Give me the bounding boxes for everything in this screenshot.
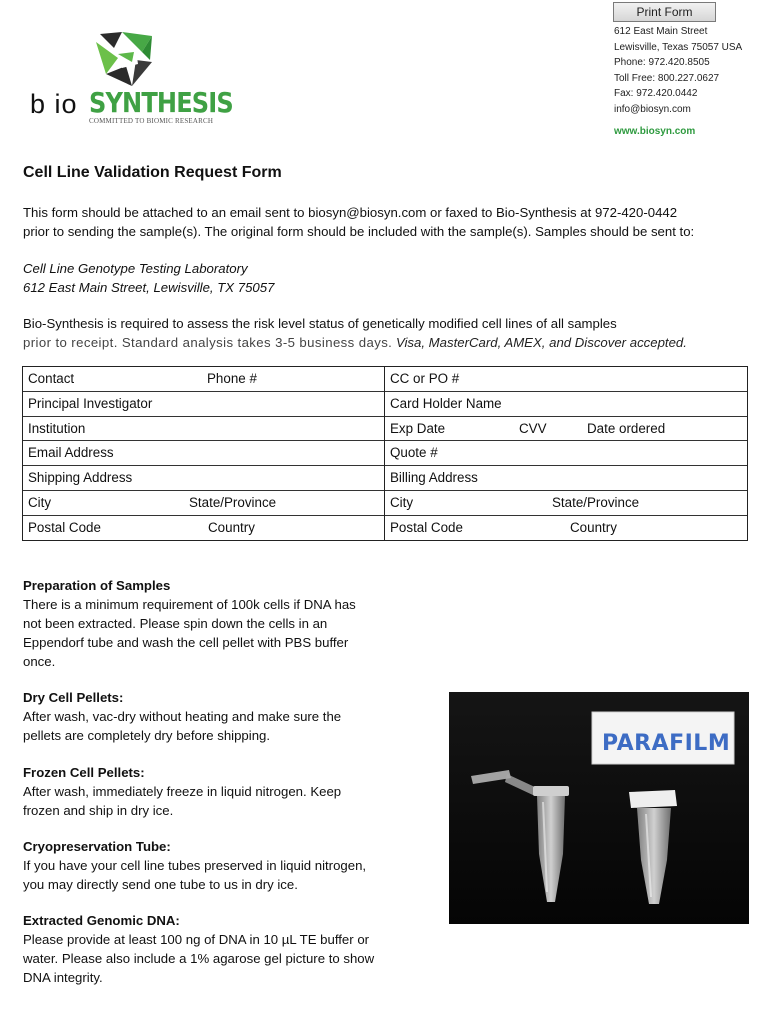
postal-label: Postal Code (28, 519, 101, 535)
principal-investigator-field[interactable] (23, 392, 384, 417)
cryo-line: If you have your cell line tubes preserved in liquid nitrogen, (23, 858, 367, 873)
state2-label: State/Province (552, 495, 640, 510)
sample-tubes-photo (449, 692, 749, 924)
city-state-field[interactable] (23, 491, 384, 516)
cryo-heading: Cryopreservation Tube: (23, 839, 171, 854)
risk-line-1: Bio-Synthesis is required to assess the risk level status of genetically modified cell lines of all samples (23, 316, 617, 331)
dry-line: pellets are completely dry before shipping. (23, 728, 271, 743)
pi-label: Principal Investigator (28, 395, 153, 411)
parafilm-text: PARAFILM (602, 731, 731, 756)
contact-block (614, 24, 742, 140)
billing-address-field[interactable] (385, 466, 747, 491)
billing-label: Billing Address (390, 470, 478, 486)
address-line: 612 East Main Street (614, 26, 708, 37)
postal2-label: Postal Code (390, 519, 463, 535)
email-line[interactable]: info@biosyn.com (614, 103, 691, 115)
quote-label: Quote # (390, 445, 438, 461)
cryo-line: you may directly send one tube to us in dry ice. (23, 877, 298, 892)
phone-line: Phone: 972.420.8505 (614, 57, 710, 68)
exp-date-field[interactable] (385, 417, 747, 442)
logo-mark-icon (92, 30, 158, 88)
dry-line: After wash, vac-dry without heating and make sure the (23, 709, 342, 724)
city2-label: City (390, 495, 414, 510)
state-label: State/Province (189, 495, 277, 510)
contact-label: Contact (28, 371, 75, 386)
email-address-field[interactable] (23, 441, 384, 466)
intro-paragraph (23, 203, 753, 241)
prep-line: There is a minimum requirement of 100k cells if DNA has (23, 597, 356, 612)
tollfree-line: Toll Free: 800.227.0627 (614, 72, 720, 84)
intro-line-2: prior to sending the sample(s). The original form should be included with the sample(s). Samples should be sent to: (23, 224, 695, 239)
print-form-button[interactable]: Print Form (613, 2, 716, 22)
order-form-table (22, 366, 748, 541)
dna-line: water. Please also include a 1% agarose gel picture to show (23, 951, 375, 966)
dry-pellets-section (23, 688, 423, 745)
institution-field[interactable] (23, 417, 384, 442)
frozen-heading: Frozen Cell Pellets: (23, 765, 145, 780)
holder-label: Card Holder Name (390, 395, 502, 411)
country-label: Country (208, 519, 255, 535)
billing-city-state-field[interactable] (385, 491, 747, 516)
card-holder-field[interactable] (385, 392, 747, 417)
exp-label: Exp Date (390, 420, 446, 436)
website-link[interactable]: www.biosyn.com (614, 126, 696, 137)
lab-name: Cell Line Genotype Testing Laboratory (23, 261, 248, 276)
page-title: Cell Line Validation Request Form (23, 164, 282, 181)
logo-tagline: COMMITTED TO BIOMIC RESEARCH (89, 117, 214, 125)
cvv-label: CVV (519, 420, 547, 436)
institution-label: Institution (28, 420, 86, 436)
cc-po-field[interactable] (385, 367, 747, 392)
intro-line-1: This form should be attached to an email sent to biosyn@biosyn.com or faxed to Bio-Synthesis at 972-420-0442 (23, 205, 678, 220)
prep-line: Eppendorf tube and wash the cell pellet with PBS buffer (23, 635, 349, 650)
lab-address (23, 259, 753, 297)
quote-field[interactable] (385, 441, 747, 466)
prep-line: not been extracted. Please spin down the cells in an (23, 616, 328, 631)
risk-line-2: prior to receipt. Standard analysis takes 3-5 business days. (23, 335, 393, 350)
genomic-dna-section (23, 911, 423, 987)
cryopreservation-section (23, 837, 423, 894)
cc-label: CC or PO # (390, 371, 460, 386)
phone-label: Phone # (207, 371, 257, 386)
dna-line: Please provide at least 100 ng of DNA in 10 µL TE buffer or (23, 932, 370, 947)
billing-postal-country-field[interactable] (385, 516, 747, 541)
country2-label: Country (570, 519, 617, 535)
dry-heading: Dry Cell Pellets: (23, 690, 124, 705)
frozen-line: After wash, immediately freeze in liquid nitrogen. Keep (23, 784, 342, 799)
city-line: Lewisville, Texas 75057 USA (614, 41, 743, 53)
preparation-section (23, 576, 423, 671)
fax-line: Fax: 972.420.0442 (614, 88, 698, 99)
shipping-label: Shipping Address (28, 470, 133, 486)
contact-field[interactable] (23, 367, 384, 392)
city-label: City (28, 495, 52, 510)
email-label: Email Address (28, 445, 114, 461)
logo-synthesis-text: SYNTHESIS (89, 86, 233, 119)
tubes-illustration (449, 692, 749, 924)
payment-cards-note: Visa, MasterCard, AMEX, and Discover accepted. (395, 335, 687, 350)
prep-line: once. (23, 654, 56, 669)
shipping-address-field[interactable] (23, 466, 384, 491)
frozen-pellets-section (23, 763, 423, 820)
prep-heading: Preparation of Samples (23, 578, 171, 593)
lab-street: 612 East Main Street, Lewisville, TX 75057 (23, 280, 275, 295)
dna-heading: Extracted Genomic DNA: (23, 913, 180, 928)
frozen-line: frozen and ship in dry ice. (23, 803, 174, 818)
logo-bio-text: b io (30, 89, 78, 119)
risk-paragraph (23, 314, 753, 352)
dna-line: DNA integrity. (23, 970, 103, 985)
date-ordered-label: Date ordered (587, 420, 666, 436)
postal-country-field[interactable] (23, 516, 384, 541)
